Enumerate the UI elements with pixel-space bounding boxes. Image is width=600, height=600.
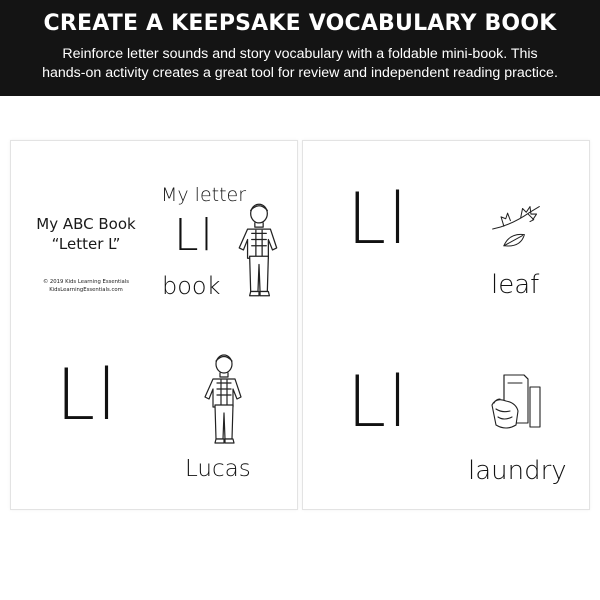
banner-subtitle-line-2: hands-on activity creates a great tool for review and independent reading practice. <box>42 65 558 81</box>
right-book-page <box>302 140 590 510</box>
name-word: Lucas <box>185 456 251 482</box>
banner-subtitle <box>6 45 594 83</box>
laundry-letter: Ll <box>347 361 410 443</box>
leaf-branch-icon <box>483 201 549 257</box>
left-book-page <box>10 140 298 510</box>
cover-website: KidsLearningEssentials.com <box>49 287 123 293</box>
cover-copyright: © 2019 Kids Learning Essentials <box>42 279 130 285</box>
cover-title-line-2: “Letter L” <box>51 235 121 253</box>
banner-title: CREATE A KEEPSAKE VOCABULARY BOOK <box>43 11 557 36</box>
name-letter: Ll <box>56 354 119 436</box>
cover-title-line-1: My ABC Book <box>36 215 136 233</box>
my-letter-letter: Ll <box>174 210 215 261</box>
leaf-word: leaf <box>491 270 540 300</box>
banner-subtitle-line-1: Reinforce letter sounds and story vocabulary with a foldable mini-book. This <box>62 46 538 62</box>
laundry-word: laundry <box>468 456 567 486</box>
my-letter-text: My letter <box>161 184 247 206</box>
header-banner <box>0 0 600 96</box>
leaf-letter: Ll <box>347 178 410 260</box>
boy-figure-icon <box>199 344 249 456</box>
boy-figure-icon <box>233 193 285 309</box>
laundry-basket-icon <box>486 369 546 435</box>
my-letter-book-text: book <box>162 272 221 300</box>
